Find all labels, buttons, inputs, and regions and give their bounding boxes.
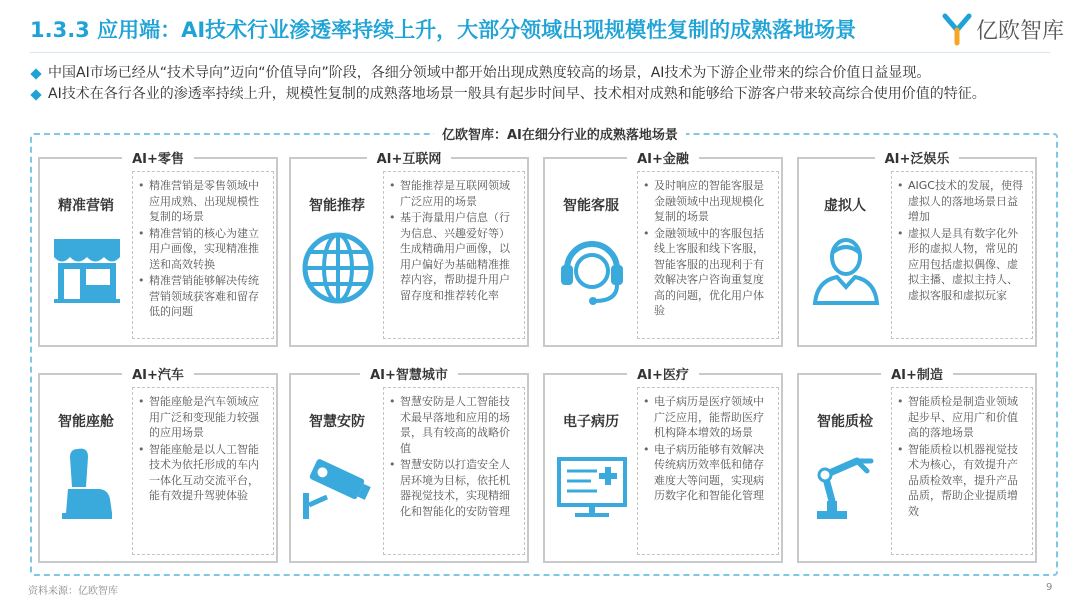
card-point: • 精准营销能够解决传统营销领域获客难和留存低的问题: [149, 273, 269, 320]
car-seat-icon: [48, 445, 126, 523]
card-points: [891, 171, 1033, 339]
card-industry: AI+互联网: [367, 152, 452, 167]
bullet-1: 中国AI市场已经从“技术导向”迈向“价值导向”阶段，各细分领域中都开始出现成熟度较高的场景，AI技术为下游企业带来的综合价值日益显现。: [30, 64, 1058, 83]
card-points: [132, 387, 274, 555]
card-points: [383, 387, 525, 555]
logo: [942, 12, 1064, 46]
card-scenario: 智能质检: [817, 414, 873, 430]
card-point: • 基于海量用户信息（行为信息、兴趣爱好等）生成精确用户画像，以用户偏好为基础精准推荐内容，帮助提升用户留存度和推荐转化率: [400, 210, 520, 303]
card-point: • 智能质检以机器视觉技术为核心，有效提升产品质检效率，提升产品品质，帮助企业提质增效: [908, 442, 1028, 520]
store-icon: [48, 229, 126, 307]
camera-icon: [299, 445, 377, 523]
card-scenario: 智能客服: [563, 198, 619, 214]
person-icon: [807, 229, 885, 307]
card-point: • 智能质检是制造业领域起步早、应用广和价值高的落地场景: [908, 394, 1028, 441]
card-auto: [38, 368, 278, 563]
card-points: [132, 171, 274, 339]
card-point: • 金融领域中的客服包括线上客服和线下客服，智能客服的出现利于有效解决客户咨询重复度高的问题，优化用户体验: [654, 226, 774, 319]
card-manufacturing: [797, 368, 1037, 563]
card-point: • 智能推荐是互联网领域广泛应用的场景: [400, 178, 520, 209]
card-entertainment: [797, 152, 1037, 347]
card-point: • 虚拟人是具有数字化外形的虚拟人物，常见的应用包括虚拟偶像、虚拟主播、虚拟主持人、虚拟客服和虚拟玩家: [908, 226, 1028, 304]
card-smart-city: [289, 368, 529, 563]
logo-text: 亿欧智库: [976, 18, 1065, 44]
globe-icon: [299, 229, 377, 307]
card-point: • 电子病历是医疗领域中广泛应用，能帮助医疗机构降本增效的场景: [654, 394, 774, 441]
headset-icon: [553, 229, 631, 307]
card-internet: [289, 152, 529, 347]
card-point: • AIGC技术的发展，使得虚拟人的落地场景日益增加: [908, 178, 1028, 225]
robot-arm-icon: [807, 445, 885, 523]
card-scenario: 智能推荐: [309, 198, 365, 214]
card-industry: AI+汽车: [122, 368, 194, 383]
card-point: • 及时响应的智能客服是金融领域中出现规模化复制的场景: [654, 178, 774, 225]
title-divider: [30, 52, 1050, 53]
card-scenario: 智能座舱: [58, 414, 114, 430]
card-point: • 智慧安防是人工智能技术最早落地和应用的场景，具有较高的战略价值: [400, 394, 520, 456]
source-note: 资料来源：亿欧智库: [28, 586, 118, 597]
card-scenario: 智慧安防: [309, 414, 365, 430]
card-points: [891, 387, 1033, 555]
bullet-2: AI技术在各行各业的渗透率持续上升，规模性复制的成熟落地场景一般具有起步时间早、技术相对成熟和能够给下游客户带来较高综合使用价值的特征。: [30, 85, 1058, 104]
card-points: [637, 171, 779, 339]
page-number: 9: [1046, 582, 1053, 593]
card-scenario: 电子病历: [563, 414, 619, 430]
card-point: • 智能座舱是以人工智能技术为依托形成的车内一体化互动交流平台，能有效提升驾驶体验: [149, 442, 269, 504]
card-point: • 精准营销的核心为建立用户画像，实现精准推送和高效转换: [149, 226, 269, 273]
page-title: 1.3.3 应用端：AI技术行业渗透率持续上升，大部分领域出现规模性复制的成熟落地场景: [30, 18, 857, 42]
card-industry: AI+医疗: [627, 368, 699, 383]
card-industry: AI+泛娱乐: [875, 152, 960, 167]
card-industry: AI+制造: [881, 368, 953, 383]
card-point: • 智能座舱是汽车领域应用广泛和变现能力较强的应用场景: [149, 394, 269, 441]
card-point: • 智慧安防以打造安全人居环境为目标，依托机器视觉技术，实现精细化和智能化的安防管理: [400, 457, 520, 519]
card-industry: AI+零售: [122, 152, 194, 167]
card-scenario: 虚拟人: [824, 198, 866, 214]
card-finance: [543, 152, 783, 347]
yiou-logo-icon: [942, 12, 972, 46]
medical-record-icon: [553, 445, 631, 523]
card-retail: [38, 152, 278, 347]
card-point: • 精准营销是零售领域中应用成熟、出现规模性复制的场景: [149, 178, 269, 225]
card-industry: AI+智慧城市: [360, 368, 458, 383]
card-points: [637, 387, 779, 555]
diagram-title: 亿欧智库：AI在细分行业的成熟落地场景: [434, 124, 686, 143]
card-scenario: 精准营销: [58, 198, 114, 214]
intro-bullets: [30, 64, 1058, 106]
card-medical: [543, 368, 783, 563]
card-point: • 电子病历能够有效解决传统病历效率低和储存难度大等问题，实现病历数字化和智能化管理: [654, 442, 774, 504]
card-industry: AI+金融: [627, 152, 699, 167]
card-points: [383, 171, 525, 339]
